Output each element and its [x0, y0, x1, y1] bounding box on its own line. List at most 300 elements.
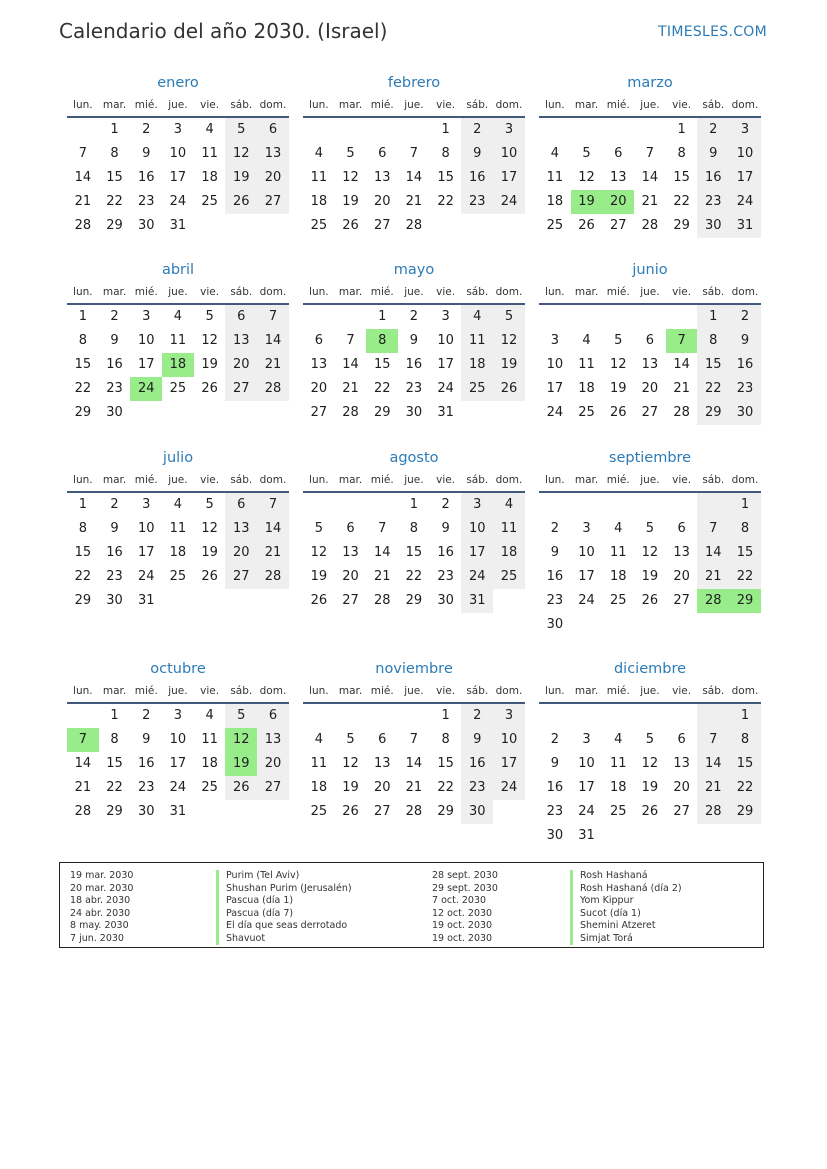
day-cell[interactable]: 22 [697, 377, 729, 401]
day-cell[interactable]: 25 [201, 194, 218, 209]
day-cell[interactable]: 23 [137, 194, 155, 209]
day-cell[interactable]: 20 [673, 569, 690, 584]
day-cell[interactable]: 31 [437, 405, 454, 420]
day-cell[interactable]: 4 [582, 333, 591, 348]
day-cell[interactable]: 9 [729, 329, 761, 353]
day-cell[interactable]: 8 [441, 732, 450, 747]
day-cell[interactable]: 2 [697, 118, 729, 142]
day-cell[interactable]: 8 [677, 146, 686, 161]
day-cell[interactable]: 8 [78, 521, 87, 536]
day-cell[interactable]: 4 [314, 146, 323, 161]
day-cell[interactable]: 24 [137, 569, 155, 584]
day-cell[interactable]: 12 [641, 756, 659, 771]
day-cell[interactable]: 6 [614, 146, 623, 161]
day-cell[interactable]: 24 [169, 780, 187, 795]
day-cell[interactable]: 8 [441, 146, 450, 161]
day-cell[interactable]: 6 [225, 493, 257, 517]
day-cell[interactable]: 16 [106, 545, 123, 560]
day-cell[interactable]: 27 [257, 776, 289, 800]
day-cell[interactable]: 30 [405, 405, 423, 420]
day-cell[interactable]: 30 [461, 800, 493, 824]
day-cell[interactable]: 23 [106, 381, 123, 396]
day-cell[interactable]: 9 [550, 756, 559, 771]
day-cell[interactable]: 29 [74, 593, 92, 608]
day-cell[interactable]: 24 [437, 381, 454, 396]
day-cell[interactable]: 3 [441, 309, 450, 324]
day-cell[interactable]: 12 [493, 329, 525, 353]
day-cell[interactable]: 17 [137, 357, 155, 372]
day-cell[interactable]: 20 [373, 194, 391, 209]
day-cell[interactable]: 21 [673, 381, 690, 396]
day-cell[interactable]: 29 [373, 405, 391, 420]
day-cell[interactable]: 6 [225, 305, 257, 329]
day-cell[interactable]: 28 [641, 218, 659, 233]
day-cell[interactable]: 2 [729, 305, 761, 329]
day-cell[interactable]: 24 [169, 194, 187, 209]
day-cell[interactable]: 13 [373, 170, 391, 185]
day-cell[interactable]: 12 [201, 521, 218, 536]
day-cell[interactable]: 18 [162, 353, 194, 377]
day-cell[interactable]: 25 [578, 405, 595, 420]
day-cell[interactable]: 30 [729, 401, 761, 425]
day-cell[interactable]: 26 [225, 190, 257, 214]
day-cell[interactable]: 30 [546, 828, 564, 843]
day-cell[interactable]: 13 [673, 545, 690, 560]
day-cell[interactable]: 23 [461, 190, 493, 214]
day-cell[interactable]: 5 [225, 704, 257, 728]
day-cell[interactable]: 30 [137, 218, 155, 233]
day-cell[interactable]: 25 [201, 780, 218, 795]
day-cell[interactable]: 20 [673, 780, 690, 795]
day-cell[interactable]: 14 [673, 357, 690, 372]
day-cell[interactable]: 13 [310, 357, 328, 372]
day-cell[interactable]: 22 [373, 381, 391, 396]
day-cell[interactable]: 9 [110, 521, 119, 536]
day-cell[interactable]: 19 [225, 166, 257, 190]
day-cell[interactable]: 3 [550, 333, 559, 348]
day-cell[interactable]: 29 [673, 218, 690, 233]
day-cell[interactable]: 27 [641, 405, 659, 420]
day-cell[interactable]: 24 [578, 593, 595, 608]
day-cell[interactable]: 14 [641, 170, 659, 185]
day-cell[interactable]: 16 [546, 569, 564, 584]
day-cell[interactable]: 1 [697, 305, 729, 329]
day-cell[interactable]: 28 [257, 377, 289, 401]
day-cell[interactable]: 17 [169, 756, 187, 771]
day-cell[interactable]: 29 [697, 401, 729, 425]
day-cell[interactable]: 25 [461, 377, 493, 401]
day-cell[interactable]: 2 [461, 704, 493, 728]
day-cell[interactable]: 3 [729, 118, 761, 142]
day-cell[interactable]: 31 [137, 593, 155, 608]
day-cell[interactable]: 6 [645, 333, 655, 348]
day-cell[interactable]: 14 [257, 329, 289, 353]
day-cell[interactable]: 18 [310, 780, 328, 795]
day-cell[interactable]: 16 [461, 752, 493, 776]
day-cell[interactable]: 15 [106, 170, 123, 185]
day-cell[interactable]: 26 [578, 218, 595, 233]
day-cell[interactable]: 21 [257, 353, 289, 377]
day-cell[interactable]: 7 [697, 728, 729, 752]
day-cell[interactable]: 7 [697, 517, 729, 541]
day-cell[interactable]: 12 [225, 142, 257, 166]
day-cell[interactable]: 11 [169, 333, 187, 348]
day-cell[interactable]: 27 [310, 405, 328, 420]
day-cell[interactable]: 31 [578, 828, 595, 843]
day-cell[interactable]: 28 [257, 565, 289, 589]
day-cell[interactable]: 30 [546, 617, 564, 632]
day-cell[interactable]: 18 [609, 569, 627, 584]
day-cell[interactable]: 4 [614, 521, 623, 536]
day-cell[interactable]: 17 [546, 381, 564, 396]
day-cell[interactable]: 2 [550, 732, 559, 747]
day-cell[interactable]: 9 [461, 142, 493, 166]
day-cell[interactable]: 9 [142, 146, 151, 161]
brand-logo-text[interactable]: TIMESLES.COM [658, 24, 767, 40]
day-cell[interactable]: 13 [257, 728, 289, 752]
day-cell[interactable]: 10 [578, 545, 595, 560]
day-cell[interactable]: 14 [342, 357, 359, 372]
day-cell[interactable]: 13 [225, 517, 257, 541]
day-cell[interactable]: 14 [697, 752, 729, 776]
day-cell[interactable]: 10 [137, 333, 155, 348]
day-cell[interactable]: 12 [342, 756, 359, 771]
day-cell[interactable]: 4 [173, 309, 183, 324]
day-cell[interactable]: 9 [550, 545, 559, 560]
day-cell[interactable]: 7 [257, 493, 289, 517]
day-cell[interactable]: 15 [437, 756, 454, 771]
day-cell[interactable]: 7 [257, 305, 289, 329]
day-cell[interactable]: 4 [173, 497, 183, 512]
day-cell[interactable]: 15 [373, 357, 391, 372]
day-cell[interactable]: 24 [493, 190, 525, 214]
day-cell[interactable]: 28 [697, 589, 729, 613]
day-cell[interactable]: 9 [110, 333, 119, 348]
day-cell[interactable]: 15 [74, 357, 92, 372]
day-cell[interactable]: 29 [437, 804, 454, 819]
day-cell[interactable]: 17 [729, 166, 761, 190]
day-cell[interactable]: 4 [461, 305, 493, 329]
day-cell[interactable]: 9 [697, 142, 729, 166]
day-cell[interactable]: 21 [697, 776, 729, 800]
day-cell[interactable]: 17 [578, 569, 595, 584]
day-cell[interactable]: 5 [205, 497, 214, 512]
day-cell[interactable]: 24 [729, 190, 761, 214]
day-cell[interactable]: 11 [201, 146, 218, 161]
day-cell[interactable]: 11 [493, 517, 525, 541]
day-cell[interactable]: 6 [677, 732, 686, 747]
day-cell[interactable]: 27 [373, 218, 391, 233]
day-cell[interactable]: 6 [346, 521, 355, 536]
day-cell[interactable]: 13 [342, 545, 359, 560]
day-cell[interactable]: 1 [78, 497, 87, 512]
day-cell[interactable]: 27 [225, 565, 257, 589]
day-cell[interactable]: 17 [493, 752, 525, 776]
day-cell[interactable]: 27 [257, 190, 289, 214]
day-cell[interactable]: 29 [405, 593, 423, 608]
day-cell[interactable]: 19 [609, 381, 627, 396]
day-cell[interactable]: 1 [78, 309, 87, 324]
day-cell[interactable]: 1 [110, 708, 119, 723]
day-cell[interactable]: 13 [609, 170, 627, 185]
day-cell[interactable]: 1 [729, 493, 761, 517]
day-cell[interactable]: 22 [673, 194, 690, 209]
day-cell[interactable]: 23 [546, 593, 564, 608]
day-cell[interactable]: 9 [461, 728, 493, 752]
day-cell[interactable]: 12 [641, 545, 659, 560]
day-cell[interactable]: 19 [201, 357, 218, 372]
day-cell[interactable]: 5 [225, 118, 257, 142]
day-cell[interactable]: 26 [641, 593, 659, 608]
day-cell[interactable]: 11 [169, 521, 187, 536]
day-cell[interactable]: 10 [546, 357, 564, 372]
day-cell[interactable]: 14 [405, 756, 423, 771]
day-cell[interactable]: 3 [582, 521, 591, 536]
day-cell[interactable]: 16 [461, 166, 493, 190]
day-cell[interactable]: 9 [409, 333, 419, 348]
day-cell[interactable]: 14 [74, 170, 92, 185]
day-cell[interactable]: 3 [461, 493, 493, 517]
day-cell[interactable]: 22 [74, 569, 92, 584]
day-cell[interactable]: 22 [74, 381, 92, 396]
day-cell[interactable]: 5 [582, 146, 591, 161]
day-cell[interactable]: 24 [546, 405, 564, 420]
day-cell[interactable]: 11 [461, 329, 493, 353]
day-cell[interactable]: 21 [697, 565, 729, 589]
day-cell[interactable]: 2 [550, 521, 559, 536]
day-cell[interactable]: 26 [641, 804, 659, 819]
day-cell[interactable]: 24 [130, 377, 162, 401]
day-cell[interactable]: 10 [169, 146, 187, 161]
day-cell[interactable]: 12 [578, 170, 595, 185]
day-cell[interactable]: 25 [310, 218, 328, 233]
day-cell[interactable]: 15 [405, 545, 423, 560]
day-cell[interactable]: 11 [578, 357, 595, 372]
day-cell[interactable]: 29 [106, 804, 123, 819]
day-cell[interactable]: 22 [106, 194, 123, 209]
day-cell[interactable]: 22 [405, 569, 423, 584]
day-cell[interactable]: 18 [461, 353, 493, 377]
day-cell[interactable]: 10 [461, 517, 493, 541]
day-cell[interactable]: 14 [257, 517, 289, 541]
day-cell[interactable]: 19 [201, 545, 218, 560]
day-cell[interactable]: 18 [546, 194, 564, 209]
day-cell[interactable]: 21 [405, 780, 423, 795]
day-cell[interactable]: 21 [342, 381, 359, 396]
day-cell[interactable]: 2 [110, 309, 119, 324]
day-cell[interactable]: 28 [74, 804, 92, 819]
day-cell[interactable]: 15 [697, 353, 729, 377]
day-cell[interactable]: 10 [729, 142, 761, 166]
day-cell[interactable]: 8 [697, 329, 729, 353]
day-cell[interactable]: 20 [225, 353, 257, 377]
day-cell[interactable]: 1 [409, 497, 419, 512]
day-cell[interactable]: 20 [641, 381, 659, 396]
day-cell[interactable]: 1 [378, 309, 387, 324]
day-cell[interactable]: 31 [729, 214, 761, 238]
day-cell[interactable]: 10 [493, 728, 525, 752]
day-cell[interactable]: 17 [578, 780, 595, 795]
day-cell[interactable]: 20 [257, 166, 289, 190]
day-cell[interactable]: 28 [405, 804, 423, 819]
day-cell[interactable]: 6 [314, 333, 323, 348]
day-cell[interactable]: 13 [257, 142, 289, 166]
day-cell[interactable]: 12 [201, 333, 218, 348]
day-cell[interactable]: 28 [74, 218, 92, 233]
day-cell[interactable]: 4 [550, 146, 559, 161]
day-cell[interactable]: 26 [201, 381, 218, 396]
day-cell[interactable]: 18 [310, 194, 328, 209]
day-cell[interactable]: 11 [310, 756, 328, 771]
day-cell[interactable]: 22 [729, 565, 761, 589]
day-cell[interactable]: 25 [310, 804, 328, 819]
day-cell[interactable]: 16 [106, 357, 123, 372]
day-cell[interactable]: 23 [697, 190, 729, 214]
day-cell[interactable]: 4 [314, 732, 323, 747]
day-cell[interactable]: 23 [461, 776, 493, 800]
day-cell[interactable]: 23 [137, 780, 155, 795]
day-cell[interactable]: 12 [310, 545, 328, 560]
day-cell[interactable]: 22 [729, 776, 761, 800]
day-cell[interactable]: 4 [614, 732, 623, 747]
day-cell[interactable]: 30 [137, 804, 155, 819]
day-cell[interactable]: 19 [225, 752, 257, 776]
day-cell[interactable]: 7 [666, 329, 698, 353]
day-cell[interactable]: 2 [409, 309, 419, 324]
day-cell[interactable]: 16 [405, 357, 423, 372]
day-cell[interactable]: 29 [729, 589, 761, 613]
day-cell[interactable]: 18 [201, 170, 218, 185]
day-cell[interactable]: 11 [201, 732, 218, 747]
day-cell[interactable]: 28 [342, 405, 359, 420]
day-cell[interactable]: 3 [493, 704, 525, 728]
day-cell[interactable]: 29 [74, 405, 92, 420]
day-cell[interactable]: 4 [205, 708, 214, 723]
day-cell[interactable]: 25 [493, 565, 525, 589]
day-cell[interactable]: 27 [609, 218, 627, 233]
day-cell[interactable]: 25 [609, 593, 627, 608]
day-cell[interactable]: 2 [110, 497, 119, 512]
day-cell[interactable]: 12 [609, 357, 627, 372]
day-cell[interactable]: 21 [257, 541, 289, 565]
day-cell[interactable]: 31 [169, 218, 187, 233]
day-cell[interactable]: 18 [201, 756, 218, 771]
day-cell[interactable]: 21 [405, 194, 423, 209]
day-cell[interactable]: 18 [609, 780, 627, 795]
day-cell[interactable]: 26 [201, 569, 218, 584]
day-cell[interactable]: 30 [106, 405, 123, 420]
day-cell[interactable]: 7 [346, 333, 355, 348]
day-cell[interactable]: 16 [697, 166, 729, 190]
day-cell[interactable]: 23 [106, 569, 123, 584]
day-cell[interactable]: 25 [546, 218, 564, 233]
day-cell[interactable]: 14 [697, 541, 729, 565]
day-cell[interactable]: 3 [582, 732, 591, 747]
day-cell[interactable]: 7 [78, 146, 87, 161]
day-cell[interactable]: 5 [314, 521, 323, 536]
day-cell[interactable]: 17 [461, 541, 493, 565]
day-cell[interactable]: 7 [409, 146, 419, 161]
day-cell[interactable]: 8 [729, 517, 761, 541]
day-cell[interactable]: 10 [578, 756, 595, 771]
day-cell[interactable]: 24 [578, 804, 595, 819]
day-cell[interactable]: 6 [257, 704, 289, 728]
day-cell[interactable]: 25 [169, 569, 187, 584]
day-cell[interactable]: 27 [673, 593, 690, 608]
day-cell[interactable]: 30 [697, 214, 729, 238]
day-cell[interactable]: 7 [378, 521, 387, 536]
day-cell[interactable]: 16 [729, 353, 761, 377]
day-cell[interactable]: 26 [225, 776, 257, 800]
day-cell[interactable]: 13 [225, 329, 257, 353]
day-cell[interactable]: 23 [437, 569, 454, 584]
day-cell[interactable]: 5 [346, 732, 355, 747]
day-cell[interactable]: 4 [205, 122, 214, 137]
day-cell[interactable]: 26 [493, 377, 525, 401]
day-cell[interactable]: 15 [74, 545, 92, 560]
day-cell[interactable]: 20 [342, 569, 359, 584]
day-cell[interactable]: 13 [641, 357, 659, 372]
day-cell[interactable]: 20 [310, 381, 328, 396]
day-cell[interactable]: 19 [342, 194, 359, 209]
day-cell[interactable]: 26 [609, 405, 627, 420]
day-cell[interactable]: 2 [142, 708, 151, 723]
day-cell[interactable]: 15 [437, 170, 454, 185]
day-cell[interactable]: 14 [373, 545, 391, 560]
day-cell[interactable]: 11 [609, 756, 627, 771]
day-cell[interactable]: 25 [169, 381, 187, 396]
day-cell[interactable]: 28 [673, 405, 690, 420]
day-cell[interactable]: 31 [461, 589, 493, 613]
day-cell[interactable]: 20 [257, 752, 289, 776]
day-cell[interactable]: 25 [609, 804, 627, 819]
day-cell[interactable]: 24 [461, 565, 493, 589]
day-cell[interactable]: 19 [493, 353, 525, 377]
day-cell[interactable]: 20 [373, 780, 391, 795]
day-cell[interactable]: 10 [437, 333, 454, 348]
day-cell[interactable]: 22 [106, 780, 123, 795]
day-cell[interactable]: 23 [729, 377, 761, 401]
day-cell[interactable]: 28 [405, 218, 423, 233]
day-cell[interactable]: 19 [342, 780, 359, 795]
day-cell[interactable]: 10 [169, 732, 187, 747]
day-cell[interactable]: 8 [110, 146, 119, 161]
day-cell[interactable]: 2 [441, 497, 450, 512]
day-cell[interactable]: 8 [729, 728, 761, 752]
day-cell[interactable]: 5 [645, 732, 655, 747]
day-cell[interactable]: 3 [173, 708, 183, 723]
day-cell[interactable]: 11 [609, 545, 627, 560]
day-cell[interactable]: 12 [342, 170, 359, 185]
day-cell[interactable]: 16 [137, 170, 155, 185]
day-cell[interactable]: 23 [405, 381, 423, 396]
day-cell[interactable]: 8 [110, 732, 119, 747]
day-cell[interactable]: 26 [342, 804, 359, 819]
day-cell[interactable]: 27 [342, 593, 359, 608]
day-cell[interactable]: 3 [142, 497, 151, 512]
day-cell[interactable]: 15 [729, 541, 761, 565]
day-cell[interactable]: 26 [342, 218, 359, 233]
day-cell[interactable]: 6 [378, 146, 387, 161]
day-cell[interactable]: 26 [310, 593, 328, 608]
day-cell[interactable]: 5 [346, 146, 355, 161]
day-cell[interactable]: 7 [645, 146, 655, 161]
day-cell[interactable]: 28 [373, 593, 391, 608]
day-cell[interactable]: 11 [310, 170, 328, 185]
day-cell[interactable]: 10 [137, 521, 155, 536]
day-cell[interactable]: 5 [493, 305, 525, 329]
day-cell[interactable]: 21 [74, 780, 92, 795]
